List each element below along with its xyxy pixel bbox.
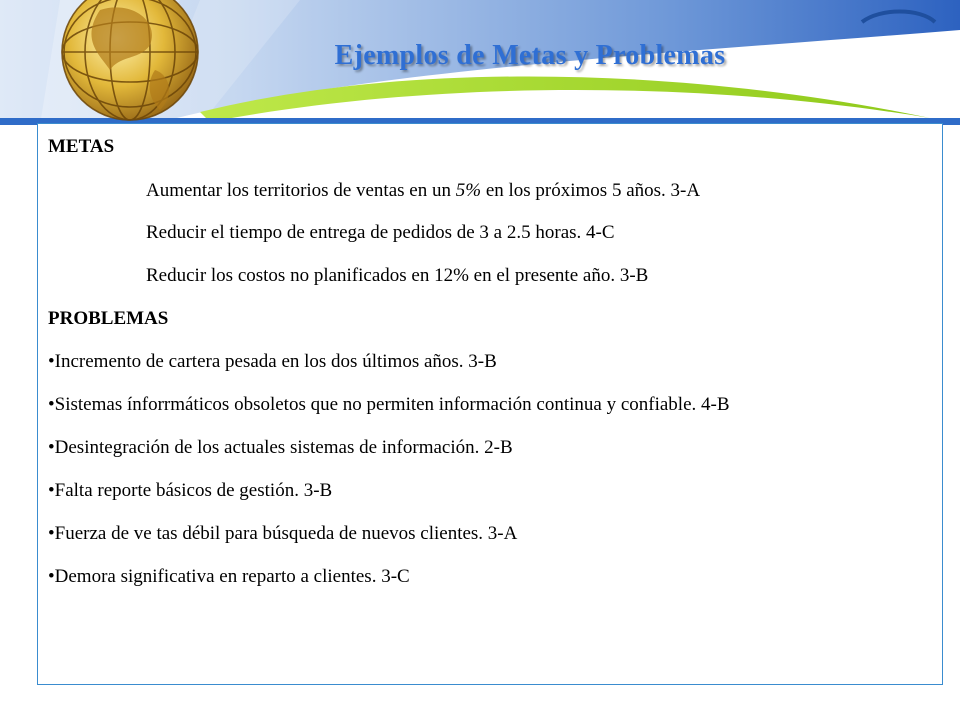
globe-icon <box>40 0 240 125</box>
meta-item-text: en los próximos 5 años. 3-A <box>481 180 701 201</box>
content-box <box>37 123 943 685</box>
problem-item: •Fuerza de ve tas débil para búsqueda de nuevos clientes. 3-A <box>48 523 518 544</box>
meta-item <box>146 180 700 202</box>
meta-item-emphasis: 5% <box>455 180 482 201</box>
problemas-heading: PROBLEMAS <box>48 308 169 329</box>
slide-title: Ejemplos de Metas y Problemas <box>334 40 726 71</box>
problem-item: •Desintegración de los actuales sistemas de información. 2-B <box>48 437 513 458</box>
meta-item-text: Aumentar los territorios de ventas en un <box>146 180 456 201</box>
problem-item: •Sistemas ínforrmáticos obsoletos que no permiten información continua y confiable. 4-B <box>48 394 730 415</box>
meta-item: Reducir los costos no planificados en 12% en el presente año. 3-B <box>146 265 649 286</box>
problem-item: •Demora significativa en reparto a clientes. 3-C <box>48 566 410 587</box>
metas-heading: METAS <box>48 136 115 157</box>
logo: LOGO <box>862 34 935 61</box>
problem-item: •Falta reporte básicos de gestión. 3-B <box>48 480 333 501</box>
meta-item: Reducir el tiempo de entrega de pedidos de 3 a 2.5 horas. 4-C <box>146 222 615 243</box>
slide-header <box>0 0 960 125</box>
problem-item: •Incremento de cartera pesada en los dos últimos años. 3-B <box>48 351 497 372</box>
